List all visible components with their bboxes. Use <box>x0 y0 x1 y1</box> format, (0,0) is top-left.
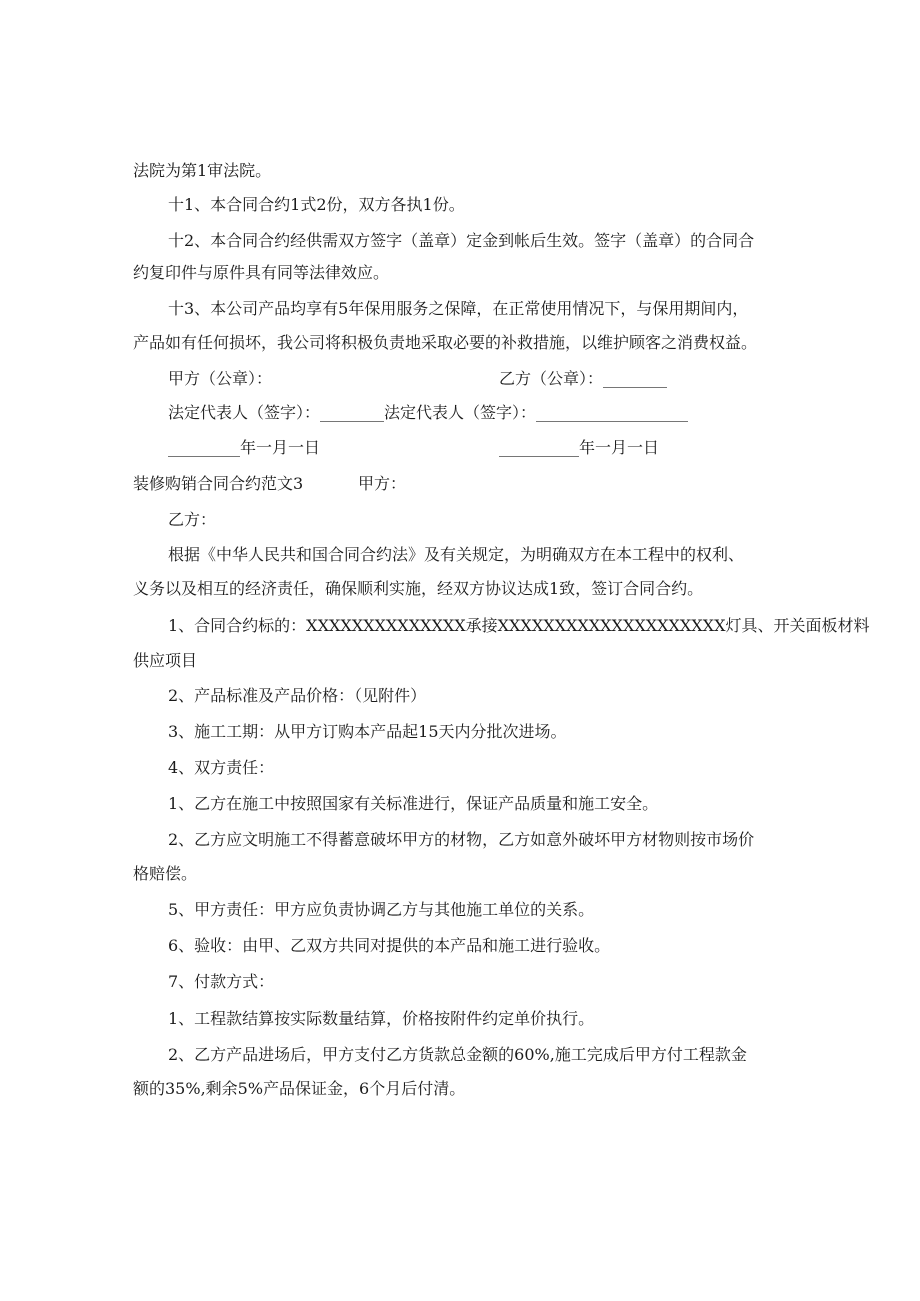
signature-date-row <box>168 438 828 458</box>
clause-4-1: 1、乙方在施工中按照国家有关标准进行，保证产品质量和施工安全。 <box>168 794 659 813</box>
clause-13-line2: 产品如有任何损坏，我公司将积极负责地采取必要的补救措施，以维护顾客之消费权益。 <box>133 333 758 352</box>
contract3-party-b: 乙方： <box>168 510 217 529</box>
clause-7: 7、付款方式： <box>168 972 275 991</box>
clause-7-1: 1、工程款结算按实际数量结算，价格按附件约定单价执行。 <box>168 1009 595 1028</box>
contract3-intro-line2: 义务以及相互的经济责任，确保顺利实施，经双方协议达成1致，签订合同合约。 <box>133 579 704 598</box>
clause-11: 十1、本合同合约1式2份，双方各执1份。 <box>168 195 465 214</box>
party-a-date: _________年一月一日 <box>168 438 321 457</box>
clause-5: 5、甲方责任：甲方应负责协调乙方与其他施工单位的关系。 <box>168 900 595 919</box>
party-b-seal-label: 乙方（公章）：________ <box>499 369 668 388</box>
clause-13-line1: 十3、本公司产品均享有5年保用服务之保障，在正常使用情况下，与保用期间内， <box>168 299 749 318</box>
signature-representative-row <box>168 403 828 423</box>
contract3-title: 装修购销合同合约范文3 <box>133 474 304 493</box>
contract3-intro-line1: 根据《中华人民共和国合同合约法》及有关规定，为明确双方在本工程中的权利、 <box>168 545 745 564</box>
clause-1-line2: 供应项目 <box>133 651 198 670</box>
clause-12-line1: 十2、本合同合约经供需双方签字（盖章）定金到帐后生效。签字（盖章）的合同合 <box>168 231 755 250</box>
paragraph-court-clause: 法院为第1审法院。 <box>133 161 272 180</box>
clause-7-2-line2: 额的35%,剩余5%产品保证金，6个月后付清。 <box>133 1079 466 1098</box>
contract3-party-a: 甲方： <box>358 474 407 493</box>
clause-7-2-line1: 2、乙方产品进场后，甲方支付乙方货款总金额的60%,施工完成后甲方付工程款金 <box>168 1045 747 1064</box>
contract3-title-row <box>133 474 793 494</box>
signature-seal-row <box>168 369 828 389</box>
clause-3: 3、施工工期：从甲方订购本产品起15天内分批次进场。 <box>168 722 567 741</box>
clause-4: 4、双方责任： <box>168 758 275 777</box>
clause-1-line1: 1、合同合约标的：XXXXXXXXXXXXXX承接XXXXXXXXXXXXXXXXXXXX灯具、开关面板材料 <box>168 616 870 635</box>
clause-6: 6、验收：由甲、乙双方共同对提供的本产品和施工进行验收。 <box>168 936 611 955</box>
clause-4-2-line2: 格赔偿。 <box>133 864 198 883</box>
party-b-date: __________年一月一日 <box>499 438 660 457</box>
clause-4-2-line1: 2、乙方应文明施工不得蓄意破坏甲方的材物，乙方如意外破坏甲方材物则按市场价 <box>168 830 755 849</box>
party-a-seal-label: 甲方（公章）： <box>168 369 273 388</box>
clause-12-line2: 约复印件与原件具有同等法律效应。 <box>133 263 390 282</box>
clause-2: 2、产品标准及产品价格：（见附件） <box>168 686 427 705</box>
party-b-representative: 法定代表人（签字）：___________________ <box>384 403 689 422</box>
party-a-representative: 法定代表人（签字）：________ <box>168 403 385 422</box>
